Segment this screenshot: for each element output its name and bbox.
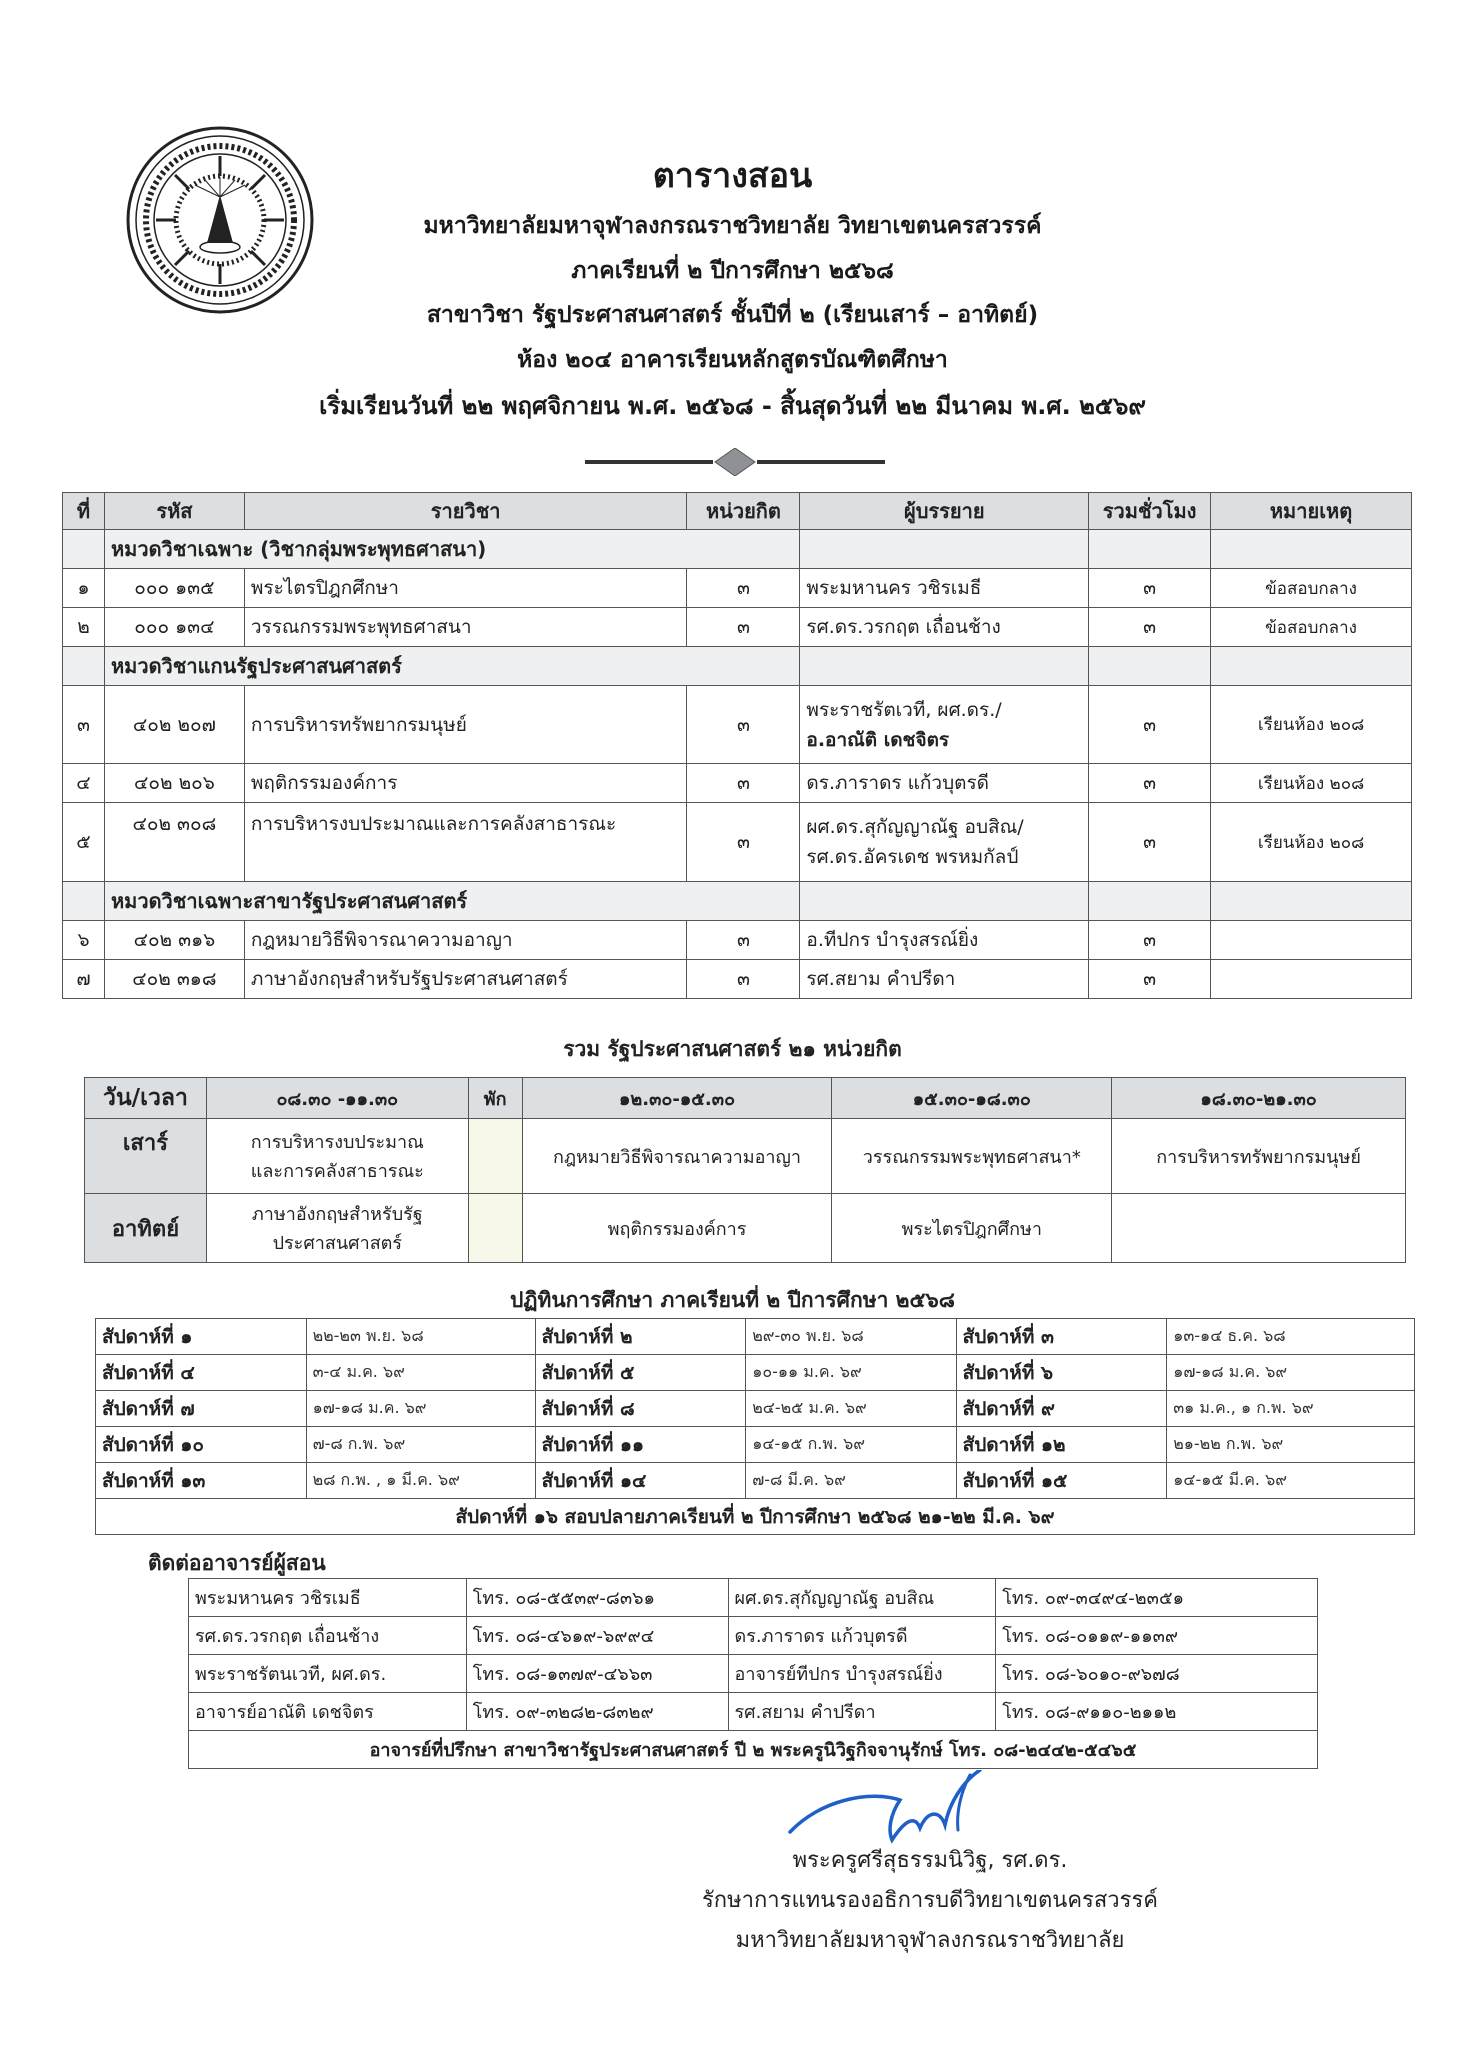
col-header: หมายเหตุ: [1211, 493, 1412, 530]
week-date: ๑๗-๑๘ ม.ค. ๖๙: [306, 1391, 535, 1427]
group-row: [63, 530, 1412, 569]
row-no: ๔: [63, 764, 105, 803]
table-row: [63, 803, 1412, 882]
contact-row: [189, 1693, 1318, 1731]
course-subject: การบริหารงบประมาณและการคลังสาธารณะ: [244, 803, 687, 882]
course-subject: การบริหารทรัพยากรมนุษย์: [244, 686, 687, 764]
course-credits: ๓: [687, 960, 800, 999]
schedule-header-row: [85, 1078, 1406, 1119]
row-no: ๒: [63, 608, 105, 647]
course-subject: กฎหมายวิธีพิจารณาความอาญา: [244, 921, 687, 960]
row-no: ๕: [63, 803, 105, 882]
course-code: ๔๐๒ ๓๐๘: [104, 803, 244, 882]
course-subject: พระไตรปิฎกศึกษา: [244, 569, 687, 608]
signatory-position: รักษาการแทนรองอธิการบดีวิทยาเขตนครสวรรค์: [701, 1888, 1158, 1913]
week-date: ๗-๘ ก.พ. ๖๙: [306, 1427, 535, 1463]
course-lecturer: [800, 803, 1089, 882]
table-row: [63, 608, 1412, 647]
room-line: ห้อง ๒๐๔ อาคารเรียนหลักสูตรบัณฑิตศึกษา: [517, 347, 948, 373]
calendar-row: [96, 1355, 1415, 1391]
week-label: สัปดาห์ที่ ๓: [956, 1319, 1167, 1355]
signatory-name: พระครูศรีสุธรรมนิวิฐ, รศ.ดร.: [792, 1848, 1068, 1873]
lecturer-line: รศ.ดร.อัครเดช พรหมกัลป์: [806, 846, 1019, 868]
week-label: สัปดาห์ที่ ๘: [535, 1391, 746, 1427]
course-hours: ๓: [1089, 803, 1211, 882]
course-note: เรียนห้อง ๒๐๘: [1211, 803, 1412, 882]
course-lecturer: รศ.สยาม คำปรีดา: [800, 960, 1089, 999]
lecturer-line: อ.อาณัติ เดชจิตร: [806, 728, 950, 751]
row-no: ๖: [63, 921, 105, 960]
col-header: รหัส: [104, 493, 244, 530]
contact-name: รศ.สยาม คำปรีดา: [728, 1693, 996, 1731]
schedule-slot: พระไตรปิฎกศึกษา: [832, 1194, 1112, 1263]
week-date: ๑๔-๑๕ ก.พ. ๖๙: [746, 1427, 956, 1463]
contact-name: พระมหานคร วชิรเมธี: [189, 1579, 467, 1617]
course-lecturer: พระมหานคร วชิรเมธี: [800, 569, 1089, 608]
university-name: มหาวิทยาลัยมหาจุฬาลงกรณราชวิทยาลัย วิทยาเขตนครสวรรค์: [423, 213, 1042, 239]
row-no: ๑: [63, 569, 105, 608]
schedule-slot: พฤติกรรมองค์การ: [522, 1194, 832, 1263]
row-no: ๓: [63, 686, 105, 764]
course-code: ๔๐๒ ๒๐๖: [104, 764, 244, 803]
contact-name: พระราชรัตนเวที, ผศ.ดร.: [189, 1655, 467, 1693]
schedule-slot: การบริหารทรัพยากรมนุษย์: [1112, 1119, 1406, 1194]
schedule-slot: [206, 1119, 468, 1194]
course-code: ๔๐๒ ๒๐๗: [104, 686, 244, 764]
course-credits: ๓: [687, 686, 800, 764]
week-date: ๑๔-๑๕ มี.ค. ๖๙: [1167, 1463, 1415, 1499]
schedule-slot: กฎหมายวิธีพิจารณาความอาญา: [522, 1119, 832, 1194]
slot-line: ภาษาอังกฤษสำหรับรัฐ: [251, 1204, 423, 1225]
schedule-slot: [1112, 1194, 1406, 1263]
week-date: ๒๔-๒๕ ม.ค. ๖๙: [746, 1391, 956, 1427]
week-label: สัปดาห์ที่ ๑๔: [535, 1463, 746, 1499]
course-code: ๐๐๐ ๑๓๔: [104, 608, 244, 647]
week-label: สัปดาห์ที่ ๑๕: [956, 1463, 1167, 1499]
contact-phone: โทร. ๐๘-๙๑๑๐-๒๑๑๒: [996, 1693, 1318, 1731]
week-label: สัปดาห์ที่ ๒: [535, 1319, 746, 1355]
program-line: สาขาวิชา รัฐประศาสนศาสตร์ ชั้นปีที่ ๒ (เรียนเสาร์ – อาทิตย์): [426, 302, 1039, 328]
col-header: ๑๘.๓๐-๒๑.๓๐: [1112, 1078, 1406, 1119]
final-exam-text: สัปดาห์ที่ ๑๖ สอบปลายภาคเรียนที่ ๒ ปีการศึกษา ๒๕๖๘ ๒๑-๒๒ มี.ค. ๖๙: [96, 1499, 1415, 1535]
week-label: สัปดาห์ที่ ๑: [96, 1319, 307, 1355]
week-label: สัปดาห์ที่ ๕: [535, 1355, 746, 1391]
document-title: ตารางสอน: [652, 156, 813, 196]
col-header: หน่วยกิต: [687, 493, 800, 530]
signatory-organization: มหาวิทยาลัยมหาจุฬาลงกรณราชวิทยาลัย: [735, 1928, 1125, 1953]
group-row: [63, 647, 1412, 686]
weekly-schedule-table: [84, 1077, 1406, 1263]
table-row: [63, 960, 1412, 999]
course-lecturer: อ.ทีปกร บำรุงสรณ์ยิ่ง: [800, 921, 1089, 960]
table-row: [63, 921, 1412, 960]
course-lecturer: ดร.ภาราดร แก้วบุตรดี: [800, 764, 1089, 803]
course-credits: ๓: [687, 608, 800, 647]
group-row: [63, 882, 1412, 921]
advisor-text: อาจารย์ที่ปรึกษา สาขาวิชารัฐประศาสนศาสตร์ ปี ๒ พระครูนิวิฐกิจจานุรักษ์ โทร. ๐๘-๒๔๔๒-๕๔๖๕: [189, 1731, 1318, 1769]
course-note: [1211, 960, 1412, 999]
calendar-row: [96, 1427, 1415, 1463]
schedule-slot: วรรณกรรมพระพุทธศาสนา*: [832, 1119, 1112, 1194]
course-table: [62, 492, 1412, 999]
calendar-title: ปฏิทินการศึกษา ภาคเรียนที่ ๒ ปีการศึกษา ๒๕๖๘: [510, 1288, 955, 1312]
week-label: สัปดาห์ที่ ๔: [96, 1355, 307, 1391]
contact-phone: โทร. ๐๘-๕๕๓๙-๘๓๖๑: [466, 1579, 728, 1617]
lecturer-line: พระราชรัตเวที, ผศ.ดร./: [806, 698, 1002, 721]
contacts-title: ติดต่ออาจารย์ผู้สอน: [148, 1551, 326, 1575]
week-label: สัปดาห์ที่ ๙: [956, 1391, 1167, 1427]
week-date: ๒๒-๒๓ พ.ย. ๖๘: [306, 1319, 535, 1355]
week-date: ๒๑-๒๒ ก.พ. ๖๙: [1167, 1427, 1415, 1463]
contact-phone: โทร. ๐๙-๓๒๘๒-๘๓๒๙: [466, 1693, 728, 1731]
col-header: พัก: [468, 1078, 522, 1119]
col-header: ๑๕.๓๐-๑๘.๓๐: [832, 1078, 1112, 1119]
course-hours: ๓: [1089, 764, 1211, 803]
course-lecturer: [800, 686, 1089, 764]
slot-line: การบริหารงบประมาณ: [250, 1132, 424, 1153]
course-code: ๔๐๒ ๓๑๖: [104, 921, 244, 960]
group-name: หมวดวิชาเฉพาะ (วิชากลุ่มพระพุทธศาสนา): [104, 530, 799, 569]
week-date: ๒๘ ก.พ. , ๑ มี.ค. ๖๙: [306, 1463, 535, 1499]
contact-phone: โทร. ๐๘-๔๖๑๙-๖๙๙๔: [466, 1617, 728, 1655]
slot-line: ประศาสนศาสตร์: [272, 1233, 403, 1254]
contact-phone: โทร. ๐๘-๐๑๑๙-๑๑๓๙: [996, 1617, 1318, 1655]
contact-phone: โทร. ๐๙-๓๔๙๔-๒๓๕๑: [996, 1579, 1318, 1617]
course-hours: ๓: [1089, 921, 1211, 960]
course-subject: ภาษาอังกฤษสำหรับรัฐประศาสนศาสตร์: [244, 960, 687, 999]
week-label: สัปดาห์ที่ ๑๐: [96, 1427, 307, 1463]
break-cell: [468, 1119, 522, 1194]
week-date: ๑๓-๑๔ ธ.ค. ๖๘: [1167, 1319, 1415, 1355]
contact-row: [189, 1655, 1318, 1693]
contact-row: [189, 1617, 1318, 1655]
week-date: ๑๐-๑๑ ม.ค. ๖๙: [746, 1355, 956, 1391]
contact-name: อาจารย์อาณัติ เดชจิตร: [189, 1693, 467, 1731]
course-hours: ๓: [1089, 686, 1211, 764]
slot-line: และการคลังสาธารณะ: [250, 1161, 424, 1182]
week-date: ๗-๘ มี.ค. ๖๙: [746, 1463, 956, 1499]
course-note: ข้อสอบกลาง: [1211, 569, 1412, 608]
course-credits: ๓: [687, 803, 800, 882]
col-header: ที่: [63, 493, 105, 530]
course-subject: วรรณกรรมพระพุทธศาสนา: [244, 608, 687, 647]
col-header: วัน/เวลา: [85, 1078, 207, 1119]
schedule-row: [85, 1194, 1406, 1263]
course-lecturer: รศ.ดร.วรกฤต เถื่อนช้าง: [800, 608, 1089, 647]
week-label: สัปดาห์ที่ ๑๑: [535, 1427, 746, 1463]
academic-calendar-table: [95, 1318, 1415, 1535]
week-date: ๓-๔ ม.ค. ๖๙: [306, 1355, 535, 1391]
course-hours: ๓: [1089, 608, 1211, 647]
calendar-row: [96, 1463, 1415, 1499]
contact-row: [189, 1579, 1318, 1617]
calendar-row: [96, 1391, 1415, 1427]
semester-line: ภาคเรียนที่ ๒ ปีการศึกษา ๒๕๖๘: [571, 258, 894, 284]
contact-name: รศ.ดร.วรกฤต เถื่อนช้าง: [189, 1617, 467, 1655]
break-cell: [468, 1194, 522, 1263]
contact-phone: โทร. ๐๘-๑๓๗๙-๔๖๖๓: [466, 1655, 728, 1693]
contact-name: ผศ.ดร.สุกัญญาณัฐ อบสิณ: [728, 1579, 996, 1617]
course-credits: ๓: [687, 764, 800, 803]
table-row: [63, 764, 1412, 803]
col-header: รวมชั่วโมง: [1089, 493, 1211, 530]
table-row: [63, 569, 1412, 608]
course-subject: พฤติกรรมองค์การ: [244, 764, 687, 803]
course-note: ข้อสอบกลาง: [1211, 608, 1412, 647]
contact-phone: โทร. ๐๘-๖๐๑๐-๙๖๗๘: [996, 1655, 1318, 1693]
course-hours: ๓: [1089, 960, 1211, 999]
week-label: สัปดาห์ที่ ๗: [96, 1391, 307, 1427]
day-label: อาทิตย์: [85, 1194, 207, 1263]
week-date: ๓๑ ม.ค., ๑ ก.พ. ๖๙: [1167, 1391, 1415, 1427]
lecturer-line: ผศ.ดร.สุกัญญาณัฐ อบสิณ/: [806, 816, 1024, 838]
col-header: รายวิชา: [244, 493, 687, 530]
advisor-row: [189, 1731, 1318, 1769]
week-label: สัปดาห์ที่ ๑๓: [96, 1463, 307, 1499]
course-credits: ๓: [687, 921, 800, 960]
calendar-row: [96, 1319, 1415, 1355]
table-row: [63, 686, 1412, 764]
group-name: หมวดวิชาแกนรัฐประศาสนศาสตร์: [104, 647, 799, 686]
week-label: สัปดาห์ที่ ๑๒: [956, 1427, 1167, 1463]
contact-name: อาจารย์ทีปกร บำรุงสรณ์ยิ่ง: [728, 1655, 996, 1693]
final-exam-row: [96, 1499, 1415, 1535]
col-header: ๐๘.๓๐ -๑๑.๓๐: [206, 1078, 468, 1119]
course-note: เรียนห้อง ๒๐๘: [1211, 764, 1412, 803]
schedule-slot: [206, 1194, 468, 1263]
day-label: เสาร์: [85, 1119, 207, 1194]
total-credits: รวม รัฐประศาสนศาสตร์ ๒๑ หน่วยกิต: [563, 1037, 902, 1061]
group-name: หมวดวิชาเฉพาะสาขารัฐประศาสนศาสตร์: [104, 882, 799, 921]
week-date: ๑๗-๑๘ ม.ค. ๖๙: [1167, 1355, 1415, 1391]
week-label: สัปดาห์ที่ ๖: [956, 1355, 1167, 1391]
course-note: เรียนห้อง ๒๐๘: [1211, 686, 1412, 764]
col-header: ผู้บรรยาย: [800, 493, 1089, 530]
schedule-row: [85, 1119, 1406, 1194]
course-credits: ๓: [687, 569, 800, 608]
col-header: ๑๒.๓๐-๑๕.๓๐: [522, 1078, 832, 1119]
table-header-row: [63, 493, 1412, 530]
date-range-line: เริ่มเรียนวันที่ ๒๒ พฤศจิกายน พ.ศ. ๒๕๖๘ - สิ้นสุดวันที่ ๒๒ มีนาคม พ.ศ. ๒๕๖๙: [319, 392, 1146, 420]
course-code: ๐๐๐ ๑๓๕: [104, 569, 244, 608]
row-no: ๗: [63, 960, 105, 999]
course-hours: ๓: [1089, 569, 1211, 608]
contact-name: ดร.ภาราดร แก้วบุตรดี: [728, 1617, 996, 1655]
ornament-divider: [585, 448, 885, 476]
week-date: ๒๙-๓๐ พ.ย. ๖๘: [746, 1319, 956, 1355]
contacts-table: [188, 1578, 1318, 1769]
course-code: ๔๐๒ ๓๑๘: [104, 960, 244, 999]
course-note: [1211, 921, 1412, 960]
handwritten-signature: [780, 1770, 1000, 1850]
